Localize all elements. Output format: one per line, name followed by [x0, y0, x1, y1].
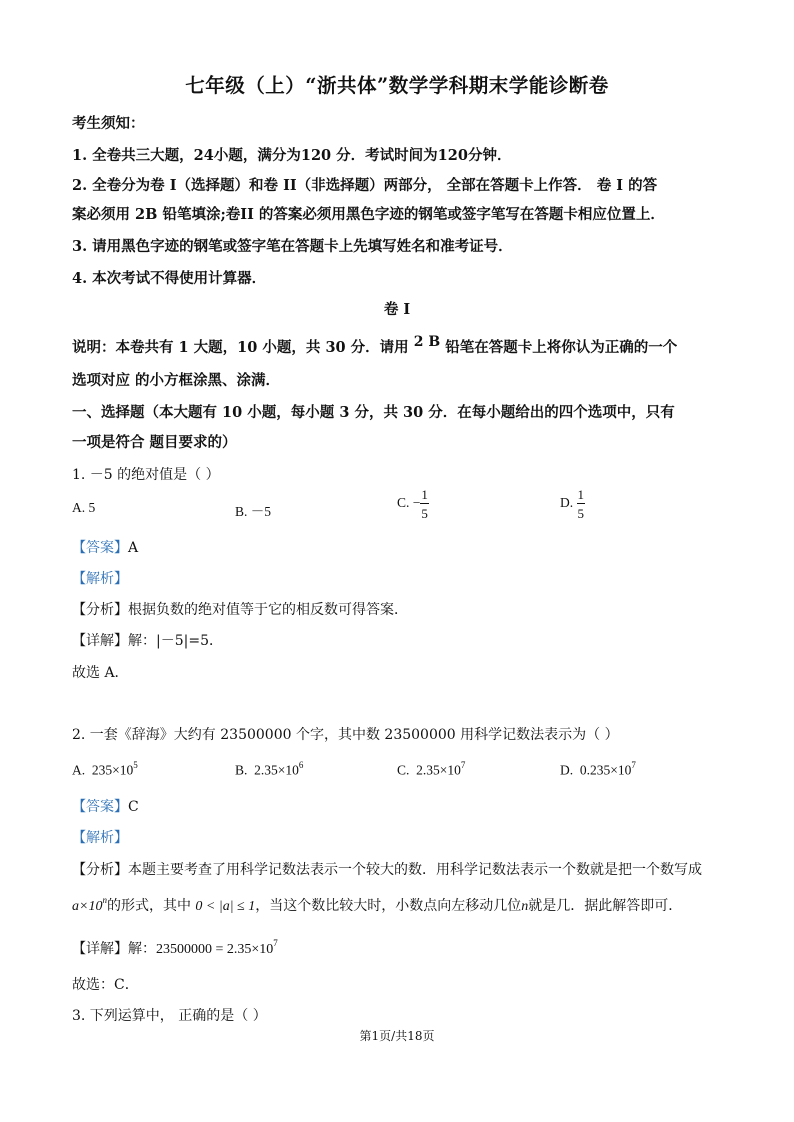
q1-conclusion: 故选 A．	[72, 665, 129, 681]
q3-stem: 3. 下列运算中， 正确的是（ ）	[72, 1008, 267, 1024]
q1-option-d	[560, 488, 585, 520]
notice-item-2-cont: 案必须用 2B 铅笔填涂;卷II 的答案必须用黑色字迹的钢笔或签字笔写在答题卡相应位置上．	[72, 206, 665, 223]
q2-option-b-label: B.	[235, 762, 248, 778]
answer-label: 【答案】	[72, 540, 128, 556]
q2-fenxi-line-2	[72, 895, 682, 915]
q2-fenxi-formula-exp: n	[102, 895, 107, 906]
section-line-2: 一项是符合 题目要求的）	[72, 434, 237, 451]
q2-fenxi-text-b: 的形式，其中	[106, 898, 191, 914]
q2-detail	[72, 938, 278, 958]
q2-detail-text: 解：	[128, 941, 156, 957]
q2-answer-value: C	[128, 799, 139, 815]
q2-option-d-base: 0.235×10	[579, 762, 632, 778]
q2-option-c-base: 2.35×10	[416, 762, 461, 778]
instruction-text-a: 说明：本卷共有 1 大题，10 小题，共 30 分．请用	[72, 339, 409, 356]
q2-option-a-label: A.	[72, 762, 86, 778]
notice-heading: 考生须知：	[72, 115, 145, 132]
q1-option-c-fraction	[420, 488, 429, 520]
q2-fenxi-text-c: ，当这个数比较大时，小数点向左移动几位	[255, 898, 522, 914]
notice-item-1: 1. 全卷共三大题，24小题，满分为120 分．考试时间为120分钟．	[72, 147, 512, 164]
q1-fenxi	[72, 599, 408, 619]
fraction-denominator: 5	[421, 506, 428, 521]
analysis-label: 【解析】	[72, 571, 128, 587]
detail-label: 【详解】	[72, 941, 128, 957]
notice-item-3: 3. 请用黑色字迹的钢笔或签字笔在答题卡上先填写姓名和准考证号．	[72, 238, 513, 255]
q1-option-d-fraction	[577, 488, 586, 520]
page-footer: 第1页/共18页	[359, 1029, 435, 1043]
volume-title: 卷 I	[383, 301, 411, 318]
q2-fenxi-text-1: 本题主要考查了用科学记数法表示一个较大的数．用科学记数法表示一个数就是把一个数写成	[128, 862, 702, 878]
q1-answer	[72, 537, 138, 557]
page-title: 七年级（上）“浙共体”数学学科期末学能诊断卷	[185, 74, 609, 97]
q2-option-a	[72, 761, 138, 779]
instruction-line-2: 选项对应 的小方框涂黑、涂满．	[72, 372, 281, 389]
fraction-numerator: 1	[577, 487, 584, 502]
section-line-1: 一、选择题（本大题有 10 小题，每小题 3 分，共 30 分．在每小题给出的四个选项中，只有	[72, 404, 675, 421]
q2-conclusion: 故选：C．	[72, 977, 139, 993]
q2-analysis	[72, 827, 128, 847]
q2-fenxi-condition: 0 < |a| ≤ 1	[195, 899, 256, 914]
q1-detail-text: 解：|－5|=5．	[128, 633, 223, 649]
instruction-line-1	[72, 336, 677, 357]
q1-detail	[72, 630, 223, 650]
q2-option-b	[235, 761, 303, 779]
detail-label: 【详解】	[72, 633, 128, 649]
q2-answer	[72, 796, 139, 816]
fraction-numerator: 1	[421, 487, 428, 502]
q2-fenxi-line-1	[72, 859, 702, 879]
q1-option-c	[397, 488, 429, 520]
q1-option-a: A. 5	[72, 500, 96, 515]
instruction-text-c: 铅笔在答题卡上将你认为正确的一个	[445, 339, 678, 356]
q2-fenxi-formula: a×10	[72, 899, 103, 914]
q1-stem: 1. －5 的绝对值是（ ）	[72, 467, 220, 483]
q2-option-c	[397, 761, 465, 779]
q1-analysis	[72, 568, 128, 588]
q2-option-b-exp: 6	[298, 760, 304, 770]
notice-item-4: 4. 本次考试不得使用计算器．	[72, 270, 267, 287]
q1-option-b: B. －5	[235, 504, 272, 519]
q1-option-c-sign: −	[412, 495, 421, 511]
q1-option-c-label: C.	[397, 495, 410, 511]
fraction-denominator: 5	[577, 506, 584, 521]
q2-detail-formula: 23500000 = 2.35×10	[156, 942, 274, 957]
fenxi-label: 【分析】	[72, 602, 128, 618]
q2-option-a-base: 235×10	[91, 762, 134, 778]
q2-fenxi-n: n	[521, 899, 529, 914]
analysis-label: 【解析】	[72, 830, 128, 846]
q2-fenxi-text-d: 就是几．据此解答即可．	[528, 898, 683, 914]
q2-option-c-label: C.	[397, 762, 410, 778]
q1-fenxi-text: 根据负数的绝对值等于它的相反数可得答案．	[128, 602, 408, 618]
q1-answer-value: A	[128, 540, 139, 556]
q2-detail-formula-exp: 7	[273, 938, 278, 949]
instruction-2b: 2 B	[413, 334, 441, 350]
q2-option-c-exp: 7	[460, 760, 466, 770]
q2-option-a-exp: 5	[133, 760, 138, 770]
q2-option-b-base: 2.35×10	[254, 762, 299, 778]
answer-label: 【答案】	[72, 799, 128, 815]
q2-option-d-label: D.	[560, 762, 574, 778]
q2-option-d	[560, 761, 636, 779]
q2-option-d-exp: 7	[631, 760, 636, 770]
q2-stem: 2. 一套《辞海》大约有 23500000 个字，其中数 23500000 用科学记数法表示为（ ）	[72, 727, 619, 743]
notice-item-2: 2. 全卷分为卷 I（选择题）和卷 II（非选择题）两部分， 全部在答题卡上作答． 卷 I 的答	[72, 177, 658, 194]
q1-option-d-label: D.	[560, 495, 574, 511]
fenxi-label: 【分析】	[72, 862, 128, 878]
